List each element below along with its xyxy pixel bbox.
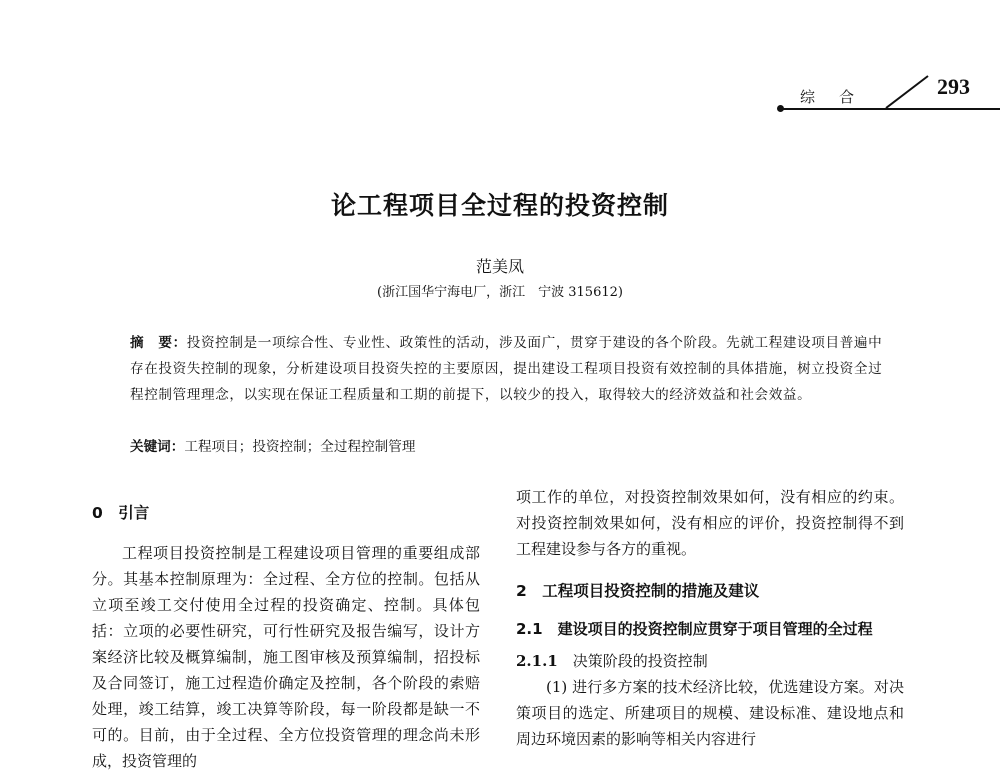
section-heading-introduction: 0 引言	[92, 504, 150, 522]
introduction-paragraph: 工程项目投资控制是工程建设项目管理的重要组成部分。其基本控制原理为：全过程、全方位的控制。包括从立项至竣工交付使用全过程的投资确定、控制。具体包括：立项的必要性研究，可行性研究及报告编写，设计方案经济比较及概算编制，施工图审核及预算编制，招投标及合同签订，施工过程造价确定及控制，各个阶段的索赔处理，竣工结算，竣工决算等阶段，每一阶段都是缺一不可的。目前，由于全过程、全方位投资管理的理念尚未形成，投资管理的	[92, 544, 480, 770]
page-number: 293	[937, 74, 970, 99]
abstract	[130, 330, 890, 408]
abstract-label: 摘 要：	[130, 335, 187, 351]
author-name: 范美凤	[475, 257, 524, 276]
subsubsection-heading-2-1-1	[516, 648, 904, 674]
subsection-heading-2-1	[516, 616, 904, 642]
subsubsection-title: 决策阶段的投资控制	[572, 652, 708, 670]
header-slash-decoration	[884, 74, 944, 110]
keywords-label: 关键词：	[130, 439, 185, 455]
abstract-text: 投资控制是一项综合性、专业性、政策性的活动，涉及面广，贯穿于建设的各个阶段。先就工程建设项目普遍中存在投资失控制的现象，分析建设项目投资失控的主要原因，提出建设工程项目投资有效控制的具体措施，树立投资全过程控制管理理念，以实现在保证工程质量和工期的前提下，以较少的投入，取得较大的经济效益和社会效益。	[130, 335, 883, 403]
section-label: 综合	[800, 88, 879, 106]
section-heading-2: 2 工程项目投资控制的措施及建议	[516, 582, 760, 600]
keywords-text: 工程项目；投资控制；全过程控制管理	[184, 439, 416, 455]
continued-paragraph: 项工作的单位，对投资控制效果如何，没有相应的约束。对投资控制效果如何，没有相应的评价，投资控制得不到工程建设参与各方的重视。	[516, 488, 904, 558]
header-rule	[780, 108, 1000, 110]
keywords	[130, 434, 890, 460]
author-affiliation: (浙江国华宁海电厂，浙江 宁波 315612)	[377, 285, 623, 300]
right-column	[516, 484, 904, 752]
decision-stage-paragraph: (1) 进行多方案的技术经济比较，优选建设方案。对决策项目的选定、所建项目的规模、建设标准、建设地点和周边环境因素的影响等相关内容进行	[516, 678, 904, 748]
paper-title: 论工程项目全过程的投资控制	[330, 191, 669, 220]
left-column	[92, 494, 480, 774]
subsubsection-number: 2.1.1	[516, 652, 558, 670]
subsection-number: 2.1	[516, 620, 543, 638]
subsection-title: 建设项目的投资控制应贯穿于项目管理的全过程	[557, 620, 873, 638]
